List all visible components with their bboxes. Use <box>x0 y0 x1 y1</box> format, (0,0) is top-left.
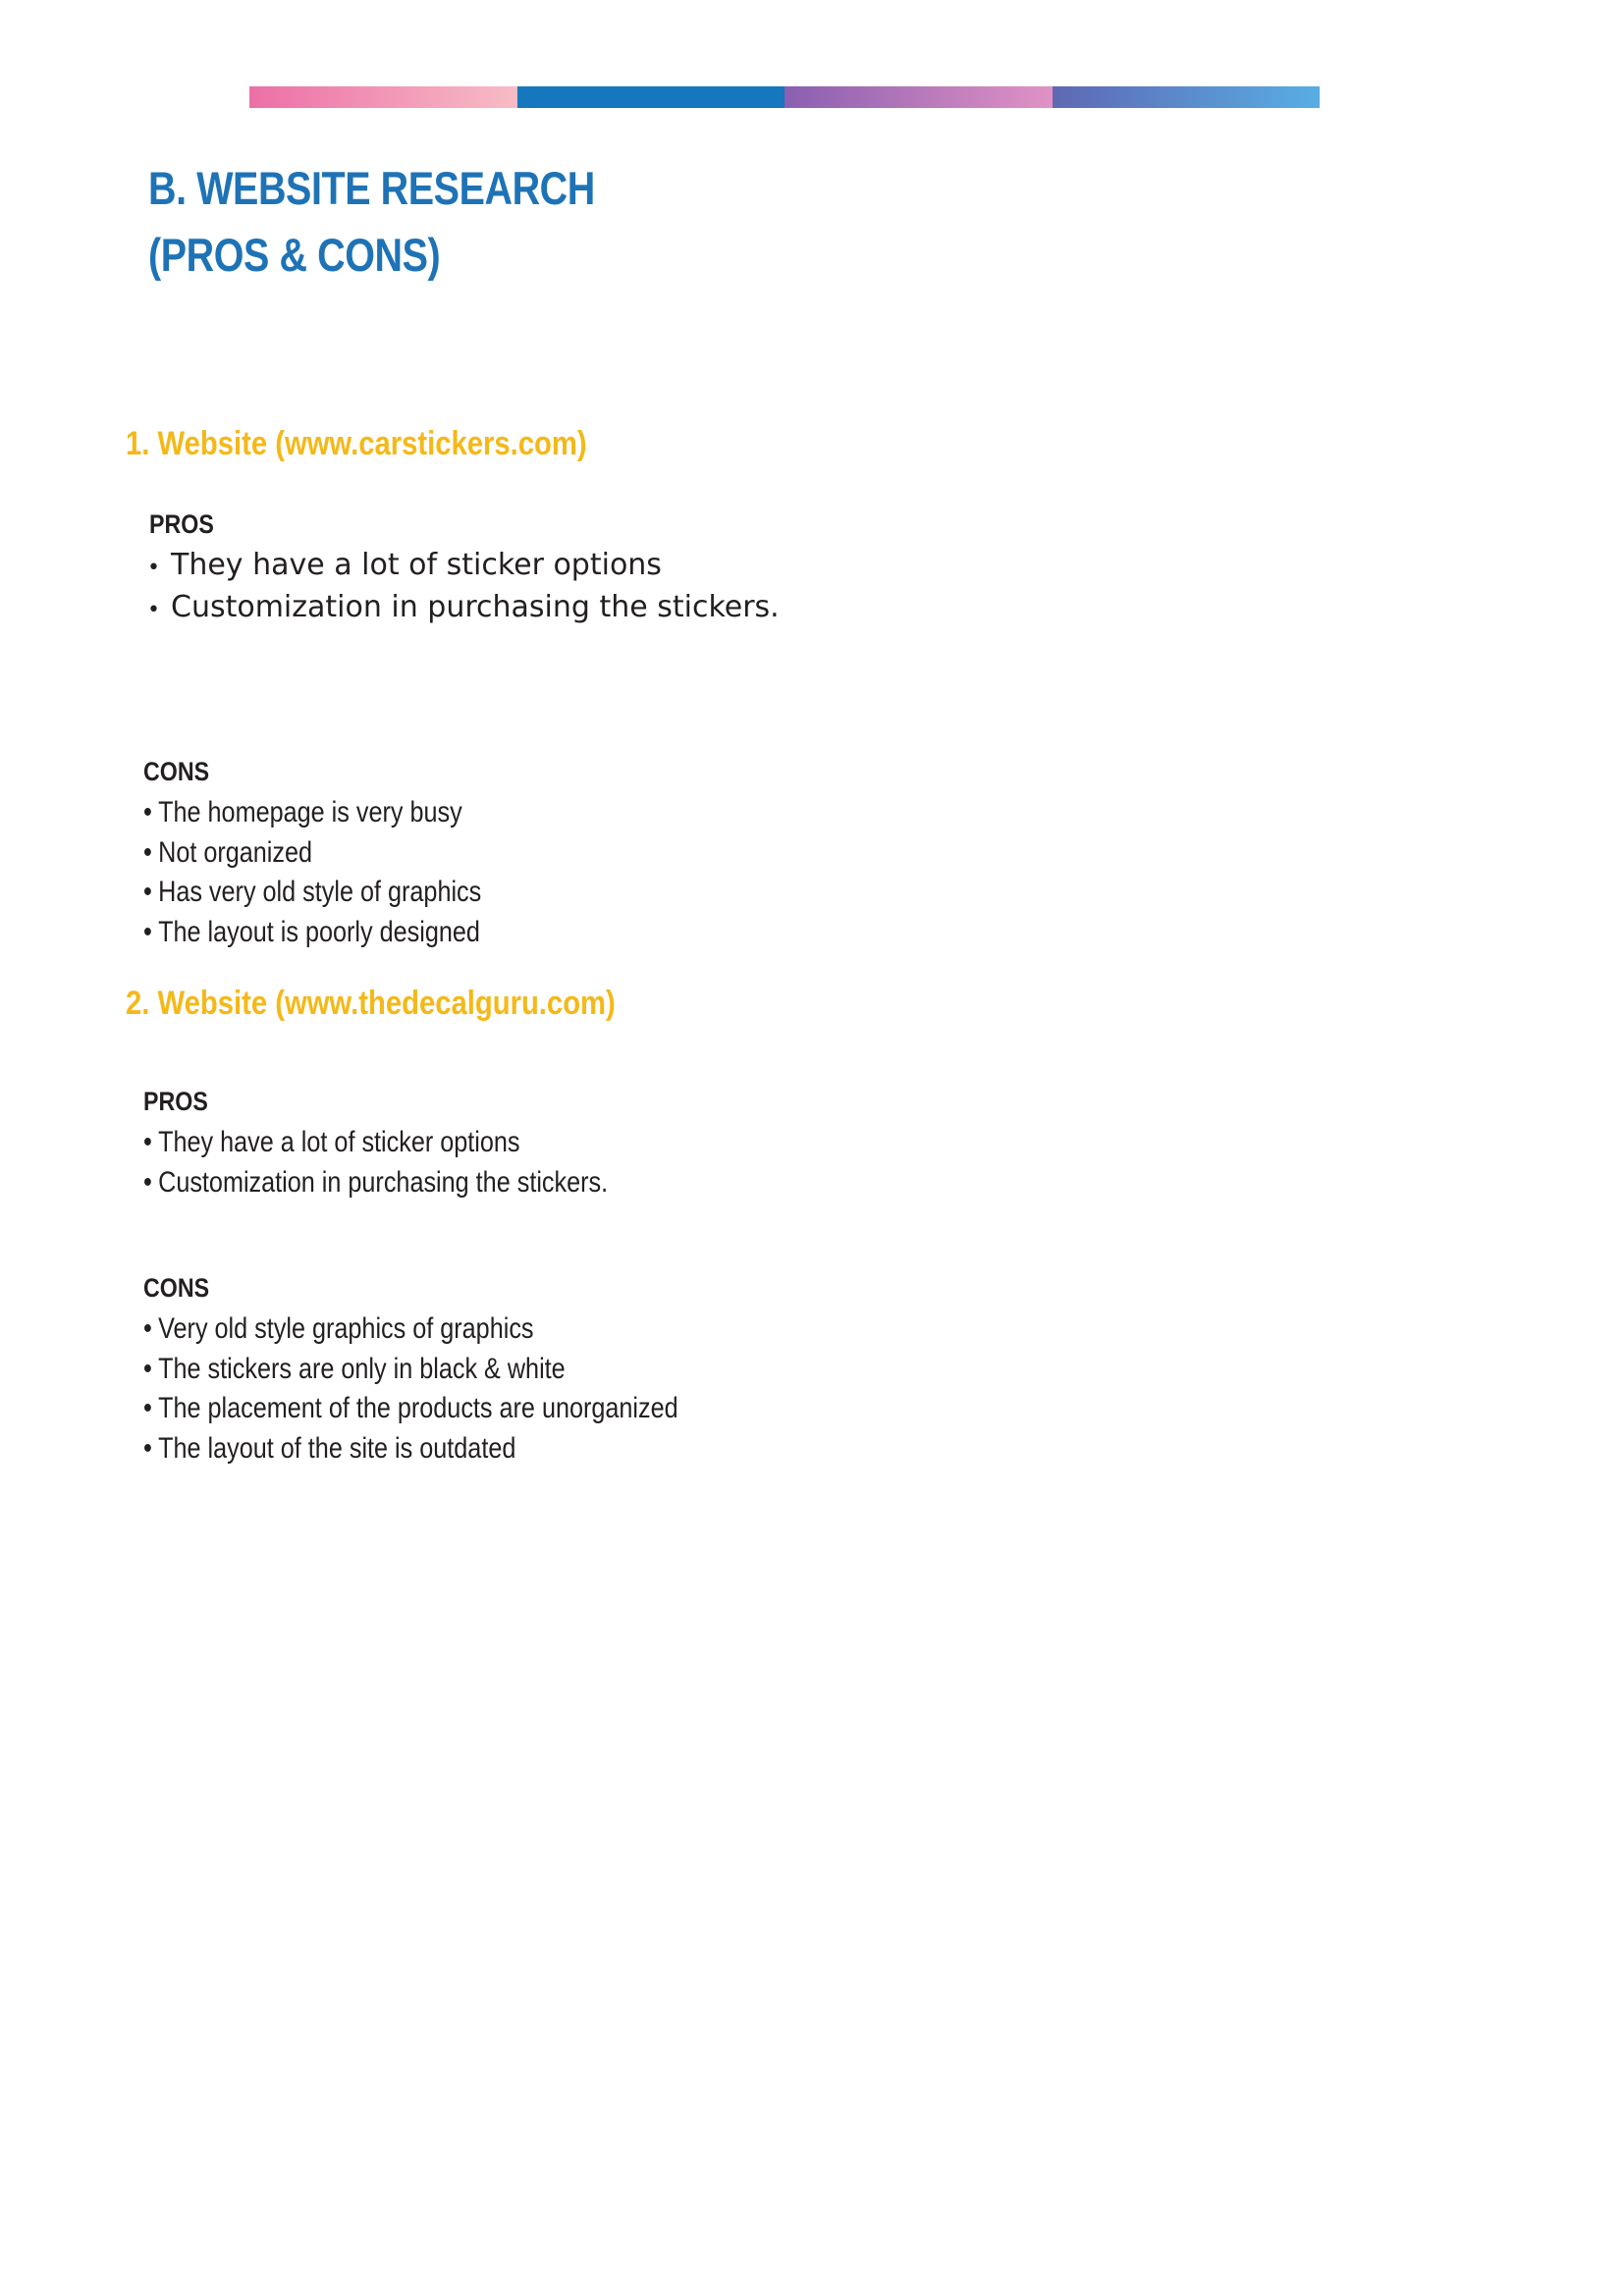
list-item <box>147 588 780 630</box>
bullet-icon: • <box>143 1312 152 1345</box>
website-1-pros-list <box>147 546 780 630</box>
website-2-pros-label: PROS <box>143 1087 208 1116</box>
website-2-heading: 2. Website (www.thedecalguru.com) <box>126 985 616 1022</box>
bullet-icon: • <box>143 876 152 908</box>
list-item <box>143 1389 678 1429</box>
bullet-icon: • <box>143 1431 152 1465</box>
page-title <box>148 155 595 289</box>
page-title-line-1: B. WEBSITE RESEARCH <box>148 162 595 214</box>
bullet-icon: • <box>143 915 152 948</box>
list-item <box>143 1163 608 1203</box>
page-title-line-2: (PROS & CONS) <box>148 229 441 281</box>
list-item <box>143 793 481 833</box>
list-item-text: The placement of the products are unorganized <box>158 1392 678 1424</box>
bullet-icon: • <box>143 1352 152 1385</box>
website-2-cons-label: CONS <box>143 1273 210 1303</box>
list-item <box>143 873 481 913</box>
website-1-cons-label: CONS <box>143 757 210 786</box>
list-item <box>143 1309 678 1350</box>
bullet-icon: • <box>143 835 152 869</box>
color-bar-segment-light-blue <box>1053 86 1321 108</box>
list-item <box>147 546 780 588</box>
list-item-text: The layout of the site is outdated <box>158 1431 516 1465</box>
bullet-icon: • <box>143 1165 152 1199</box>
list-item-text: Has very old style of graphics <box>158 876 482 908</box>
list-item-text: Not organized <box>158 835 313 869</box>
color-bar-segment-blue <box>517 86 785 108</box>
list-item-text: They have a lot of sticker options <box>171 548 662 582</box>
list-item-text: Customization in purchasing the stickers. <box>171 590 780 624</box>
list-item-text: Customization in purchasing the stickers. <box>158 1165 609 1199</box>
decorative-color-bar <box>249 86 1320 108</box>
color-bar-segment-purple <box>785 86 1053 108</box>
bullet-icon: • <box>143 1126 152 1158</box>
list-item <box>143 833 481 874</box>
list-item <box>143 1429 678 1469</box>
website-1-cons-list <box>143 793 546 952</box>
list-item-text: The layout is poorly designed <box>158 915 480 948</box>
website-2-cons-list <box>143 1309 780 1468</box>
website-2-pros-list <box>143 1123 696 1202</box>
website-1-pros-label: PROS <box>149 509 214 539</box>
list-item <box>143 1350 678 1390</box>
bullet-icon: • <box>147 598 160 622</box>
list-item-text: Very old style graphics of graphics <box>158 1312 534 1345</box>
color-bar-segment-pink <box>249 86 517 108</box>
list-item-text: The homepage is very busy <box>158 796 462 828</box>
list-item <box>143 1123 608 1163</box>
list-item-text: The stickers are only in black & white <box>158 1352 566 1385</box>
website-1-heading: 1. Website (www.carstickers.com) <box>126 425 587 462</box>
bullet-icon: • <box>147 556 160 580</box>
bullet-icon: • <box>143 1392 152 1424</box>
list-item <box>143 913 481 953</box>
bullet-icon: • <box>143 796 152 828</box>
list-item-text: They have a lot of sticker options <box>158 1126 520 1158</box>
